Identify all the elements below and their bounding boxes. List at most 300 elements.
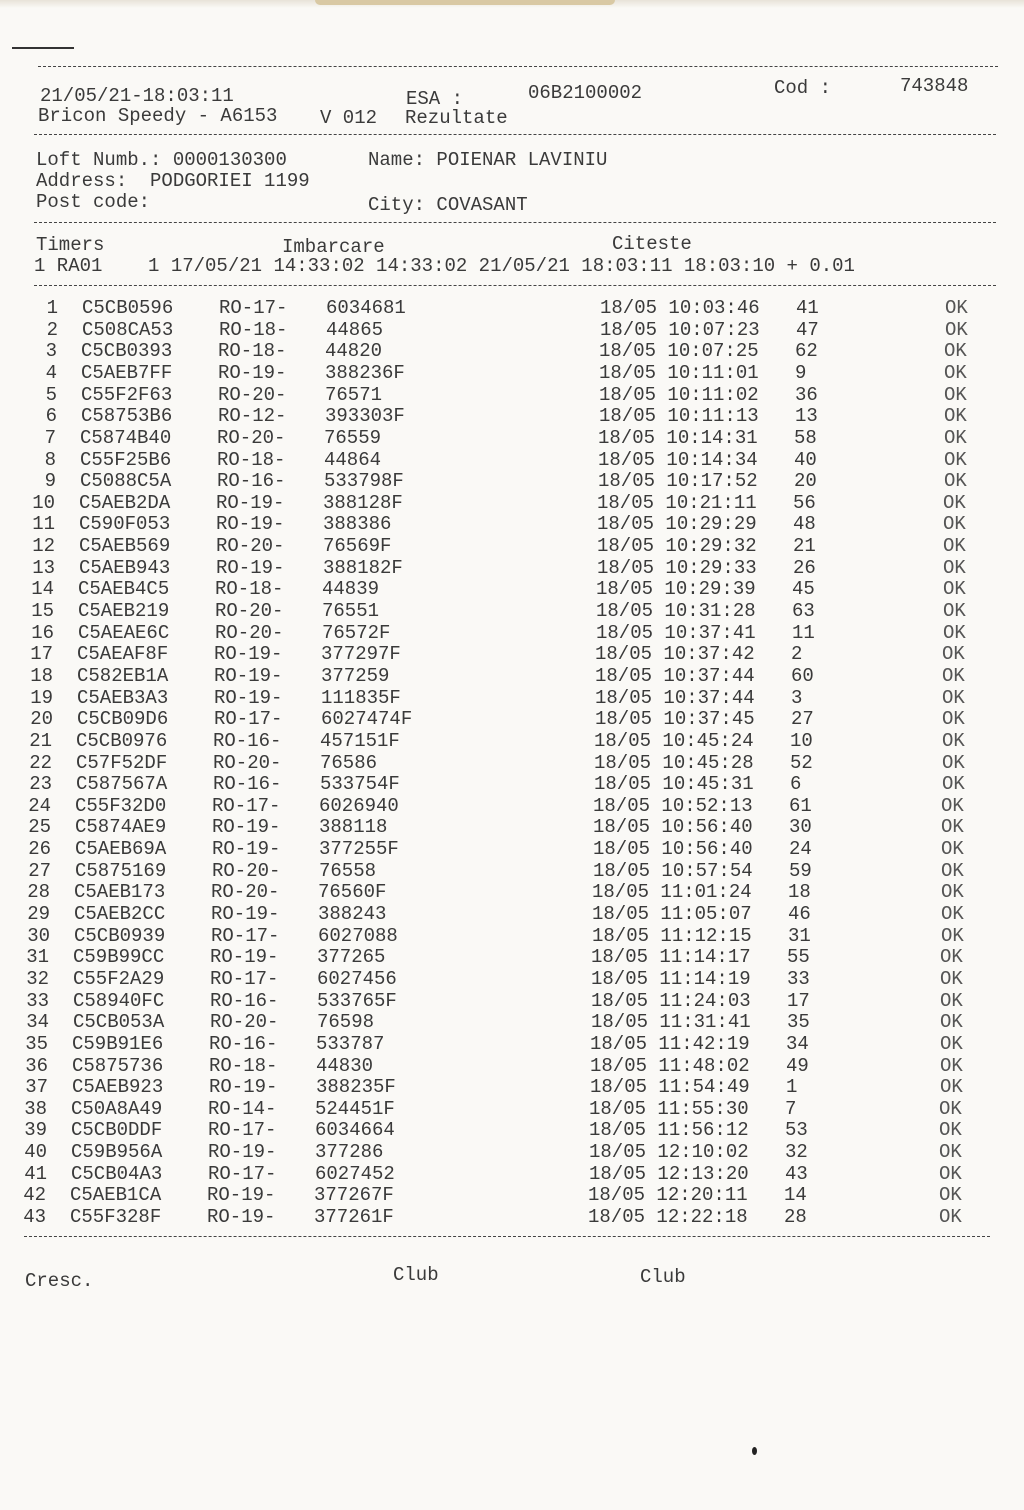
corner-mark (12, 47, 74, 49)
row-number: 20 (30, 708, 53, 731)
row-number: 21 (29, 729, 52, 752)
esa-label: ESA : (406, 88, 464, 110)
row-number: 41 (24, 1162, 47, 1185)
row-number: 31 (26, 946, 49, 969)
status-ok: OK (940, 989, 963, 1012)
row-number: 14 (31, 578, 54, 601)
position: 24 (789, 838, 812, 861)
position: 32 (785, 1141, 808, 1164)
chip-id: C5874B40 (80, 426, 172, 449)
ring-number: 377261F (314, 1206, 394, 1228)
arrival-time: 18/05 11:54:49 (590, 1076, 750, 1099)
row-number: 32 (26, 967, 49, 990)
status-ok: OK (942, 773, 965, 796)
arrival-time: 18/05 11:31:41 (591, 1011, 751, 1034)
chip-id: C5875736 (72, 1054, 164, 1077)
status-ok: OK (942, 708, 965, 731)
ring-number: 533787 (316, 1032, 385, 1055)
row-number: 39 (24, 1119, 47, 1142)
ring-number: 111835F (321, 686, 401, 709)
row-number: 17 (30, 643, 53, 666)
owner-address: Address: PODGORIEI 1199 (36, 170, 310, 192)
table-row (0, 579, 1024, 600)
ring-number: 44820 (325, 340, 383, 363)
ring-prefix: RO-19- (208, 1141, 277, 1164)
separator-top (38, 66, 998, 67)
status-ok: OK (943, 556, 966, 579)
position: 34 (786, 1032, 809, 1055)
ring-prefix: RO-20- (211, 881, 280, 904)
ring-number: 76569F (323, 535, 392, 558)
table-row (0, 753, 1024, 774)
ring-number: 76558 (319, 859, 377, 882)
table-row (0, 320, 1024, 341)
position: 33 (787, 967, 810, 990)
position: 43 (785, 1162, 808, 1185)
table-row (0, 1056, 1024, 1077)
section-title: Rezultate (405, 107, 508, 129)
arrival-time: 18/05 11:48:02 (590, 1054, 750, 1077)
status-ok: OK (943, 578, 966, 601)
status-ok: OK (943, 535, 966, 558)
position: 7 (785, 1097, 797, 1120)
ring-number: 377267F (314, 1184, 394, 1207)
status-ok: OK (939, 1097, 962, 1120)
status-ok: OK (940, 967, 963, 990)
ring-number: 76559 (324, 426, 382, 449)
status-ok: OK (944, 426, 967, 449)
arrival-time: 18/05 10:37:44 (595, 664, 755, 687)
chip-id: C5AEB1CA (70, 1184, 162, 1207)
table-row (0, 644, 1024, 665)
arrival-time: 18/05 10:14:31 (598, 426, 758, 449)
status-ok: OK (941, 816, 964, 839)
ring-prefix: RO-20- (215, 600, 284, 622)
row-number: 9 (44, 470, 56, 493)
ring-number: 393303F (325, 405, 405, 428)
chip-id: C55F2F63 (81, 383, 173, 406)
club-label-1: Club (393, 1264, 439, 1286)
arrival-time: 18/05 11:55:30 (589, 1097, 749, 1120)
ring-prefix: RO-17- (208, 1162, 277, 1185)
arrival-time: 18/05 10:29:33 (597, 556, 757, 579)
citeste-label: Citeste (612, 233, 692, 255)
table-row (0, 601, 1024, 622)
ring-number: 388236F (325, 361, 405, 384)
row-number: 30 (27, 924, 50, 947)
ring-number: 524451F (315, 1097, 395, 1120)
ring-prefix: RO-19- (210, 946, 279, 969)
ring-prefix: RO-17- (211, 924, 280, 947)
row-number: 7 (44, 426, 56, 449)
status-ok: OK (944, 405, 967, 428)
arrival-time: 18/05 10:45:24 (594, 729, 754, 752)
separator-bottom (24, 1236, 990, 1237)
arrival-time: 18/05 11:01:24 (592, 881, 752, 904)
chip-id: C55F25B6 (80, 448, 172, 471)
chip-id: C590F053 (79, 513, 171, 536)
ring-number: 377297F (321, 643, 401, 666)
chip-id: C59B99CC (73, 946, 165, 969)
status-ok: OK (939, 1141, 962, 1164)
table-row (0, 385, 1024, 406)
arrival-time: 18/05 10:56:40 (593, 816, 753, 839)
arrival-time: 18/05 10:17:52 (598, 470, 758, 493)
status-ok: OK (942, 664, 965, 687)
ring-prefix: RO-17- (210, 967, 279, 990)
table-row (0, 298, 1024, 319)
status-ok: OK (942, 643, 965, 666)
row-number: 10 (32, 491, 55, 514)
arrival-time: 18/05 10:11:02 (599, 383, 759, 406)
arrival-time: 18/05 10:31:28 (596, 600, 756, 622)
status-ok: OK (944, 448, 967, 471)
arrival-time: 18/05 12:22:18 (588, 1206, 748, 1228)
ring-number: 377259 (321, 664, 390, 687)
owner-city: City: COVASANT (368, 194, 528, 216)
ring-prefix: RO-20- (218, 383, 287, 406)
ring-prefix: RO-19- (216, 513, 285, 536)
chip-id: C59B956A (71, 1141, 163, 1164)
position: 3 (791, 686, 803, 709)
owner-name: Name: POIENAR LAVINIU (368, 149, 608, 171)
paper-tab (315, 0, 615, 5)
position: 28 (784, 1206, 807, 1228)
ring-prefix: RO-17- (219, 297, 288, 319)
chip-id: C5AEB943 (79, 556, 171, 579)
ring-prefix: RO-17- (208, 1119, 277, 1142)
ring-prefix: RO-17- (212, 794, 281, 817)
ring-number: 533754F (320, 773, 400, 796)
table-row (0, 1012, 1024, 1033)
ring-prefix: RO-20- (210, 1011, 279, 1034)
ring-number: 76598 (317, 1011, 375, 1034)
chip-id: C5AEB4C5 (78, 578, 170, 601)
table-row (0, 709, 1024, 730)
arrival-time: 18/05 10:37:45 (595, 708, 755, 731)
table-row (0, 406, 1024, 427)
ring-prefix: RO-17- (214, 708, 283, 731)
row-number: 16 (31, 621, 54, 644)
ring-prefix: RO-20- (212, 859, 281, 882)
position: 58 (794, 426, 817, 449)
table-row (0, 817, 1024, 838)
position: 47 (796, 318, 819, 341)
position: 30 (789, 816, 812, 839)
ring-number: 76586 (320, 751, 378, 774)
ring-prefix: RO-19- (211, 903, 280, 925)
status-ok: OK (941, 924, 964, 947)
loft-number: Loft Numb.: 0000130300 (36, 149, 287, 171)
chip-id: C5AEB569 (79, 535, 171, 558)
chip-id: C5AEB219 (78, 600, 170, 622)
position: 31 (788, 924, 811, 947)
status-ok: OK (940, 1076, 963, 1099)
arrival-time: 18/05 10:29:32 (597, 535, 757, 558)
table-row (0, 471, 1024, 492)
ring-prefix: RO-19- (207, 1206, 276, 1228)
position: 61 (789, 794, 812, 817)
arrival-time: 18/05 10:57:54 (593, 859, 753, 882)
position: 41 (796, 297, 819, 319)
table-row (0, 450, 1024, 471)
arrival-time: 18/05 12:20:11 (588, 1184, 748, 1207)
cod-label: Cod : (774, 77, 832, 99)
chip-id: C58753B6 (81, 405, 173, 428)
status-ok: OK (941, 838, 964, 861)
status-ok: OK (942, 729, 965, 752)
position: 63 (792, 600, 815, 622)
chip-id: C5AEB923 (72, 1076, 164, 1099)
ring-prefix: RO-16- (213, 729, 282, 752)
row-number: 19 (30, 686, 53, 709)
ring-number: 76551 (322, 600, 380, 622)
ring-prefix: RO-18- (217, 448, 286, 471)
table-row (0, 666, 1024, 687)
ring-number: 76560F (318, 881, 387, 904)
ring-number: 44839 (322, 578, 380, 601)
position: 55 (787, 946, 810, 969)
status-ok: OK (943, 513, 966, 536)
chip-id: C5CB0393 (81, 340, 173, 363)
arrival-time: 18/05 10:11:13 (599, 405, 759, 428)
table-row (0, 882, 1024, 903)
ring-number: 533798F (324, 470, 404, 493)
imbarcare-label: Imbarcare (282, 236, 385, 258)
ring-prefix: RO-14- (208, 1097, 277, 1120)
position: 35 (787, 1011, 810, 1034)
ring-prefix: RO-19- (212, 838, 281, 861)
chip-id: C5AEB173 (74, 881, 166, 904)
status-ok: OK (941, 794, 964, 817)
ring-number: 44864 (324, 448, 382, 471)
ring-number: 76572F (322, 621, 391, 644)
table-row (0, 1120, 1024, 1141)
ring-prefix: RO-12- (218, 405, 287, 428)
ring-prefix: RO-16- (217, 470, 286, 493)
ring-prefix: RO-19- (218, 361, 287, 384)
status-ok: OK (939, 1184, 962, 1207)
ring-prefix: RO-18- (219, 318, 288, 341)
separator-header (34, 134, 996, 135)
esa-value: 06B2100002 (528, 82, 643, 104)
position: 17 (787, 989, 810, 1012)
table-row (0, 991, 1024, 1012)
arrival-time: 18/05 10:21:11 (597, 491, 757, 514)
ring-number: 388128F (323, 491, 403, 514)
cresc-label: Cresc. (25, 1270, 94, 1292)
ring-number: 533765F (317, 989, 397, 1012)
ring-prefix: RO-19- (214, 664, 283, 687)
chip-id: C57F52DF (76, 751, 168, 774)
table-row (0, 1077, 1024, 1098)
post-code: Post code: (36, 191, 151, 213)
ring-prefix: RO-19- (214, 686, 283, 709)
position: 10 (790, 729, 813, 752)
row-number: 40 (24, 1141, 47, 1164)
ring-prefix: RO-19- (209, 1076, 278, 1099)
row-number: 28 (27, 881, 50, 904)
status-ok: OK (945, 297, 968, 319)
arrival-time: 18/05 10:37:44 (595, 686, 755, 709)
position: 18 (788, 881, 811, 904)
table-row (0, 536, 1024, 557)
arrival-time: 18/05 10:07:23 (600, 318, 760, 341)
row-number: 13 (32, 556, 55, 579)
table-row (0, 774, 1024, 795)
ring-prefix: RO-19- (212, 816, 281, 839)
table-row (0, 904, 1024, 925)
position: 48 (793, 513, 816, 536)
position: 26 (793, 556, 816, 579)
ring-number: 44865 (326, 318, 384, 341)
position: 14 (784, 1184, 807, 1207)
chip-id: C587567A (76, 773, 168, 796)
chip-id: C5AEAF8F (77, 643, 169, 666)
chip-id: C5CB0596 (82, 297, 174, 319)
row-number: 29 (27, 903, 50, 925)
table-row (0, 796, 1024, 817)
position: 1 (786, 1076, 798, 1099)
arrival-time: 18/05 11:14:19 (591, 967, 751, 990)
ring-number: 44830 (316, 1054, 374, 1077)
arrival-time: 18/05 10:52:13 (593, 794, 753, 817)
position: 53 (785, 1119, 808, 1142)
ring-number: 388386 (323, 513, 392, 536)
table-row (0, 514, 1024, 535)
ring-number: 377255F (319, 838, 399, 861)
arrival-time: 18/05 10:45:28 (594, 751, 754, 774)
ring-prefix: RO-16- (209, 1032, 278, 1055)
chip-id: C5CB0939 (74, 924, 166, 947)
row-number: 22 (29, 751, 52, 774)
table-row (0, 947, 1024, 968)
arrival-time: 18/05 10:56:40 (593, 838, 753, 861)
status-ok: OK (943, 491, 966, 514)
ring-number: 6027452 (315, 1162, 395, 1185)
position: 9 (795, 361, 807, 384)
ring-prefix: RO-18- (218, 340, 287, 363)
table-row (0, 688, 1024, 709)
position: 52 (790, 751, 813, 774)
chip-id: C508CA53 (82, 318, 174, 341)
chip-id: C55F32D0 (75, 794, 167, 817)
table-row (0, 1207, 1024, 1228)
status-ok: OK (943, 621, 966, 644)
position: 59 (789, 859, 812, 882)
ring-number: 377286 (315, 1141, 384, 1164)
arrival-time: 18/05 10:37:41 (596, 621, 756, 644)
arrival-time: 18/05 11:14:17 (591, 946, 751, 969)
ring-prefix: RO-19- (207, 1184, 276, 1207)
table-row (0, 493, 1024, 514)
chip-id: C5CB04A3 (71, 1162, 163, 1185)
status-ok: OK (944, 361, 967, 384)
row-number: 2 (46, 318, 58, 341)
ring-number: 6027456 (317, 967, 397, 990)
table-row (0, 839, 1024, 860)
row-number: 12 (32, 535, 55, 558)
ring-prefix: RO-20- (213, 751, 282, 774)
position: 36 (795, 383, 818, 406)
row-number: 18 (30, 664, 53, 687)
table-row (0, 1099, 1024, 1120)
chip-id: C5AEB3A3 (77, 686, 169, 709)
chip-id: C582EB1A (77, 664, 169, 687)
arrival-time: 18/05 12:10:02 (589, 1141, 749, 1164)
status-ok: OK (944, 383, 967, 406)
arrival-time: 18/05 11:56:12 (589, 1119, 749, 1142)
table-row (0, 1142, 1024, 1163)
chip-id: C59B91E6 (72, 1032, 164, 1055)
chip-id: C5875169 (75, 859, 167, 882)
table-row (0, 861, 1024, 882)
arrival-time: 18/05 11:24:03 (591, 989, 751, 1012)
status-ok: OK (939, 1119, 962, 1142)
arrival-time: 18/05 10:29:39 (596, 578, 756, 601)
row-number: 1 (46, 297, 58, 319)
chip-id: C5CB0DDF (71, 1119, 163, 1142)
ring-prefix: RO-20- (217, 426, 286, 449)
ring-prefix: RO-19- (216, 491, 285, 514)
status-ok: OK (939, 1162, 962, 1185)
table-row (0, 1034, 1024, 1055)
ring-prefix: RO-18- (209, 1054, 278, 1077)
club-label-2: Club (640, 1266, 686, 1288)
status-ok: OK (942, 751, 965, 774)
ring-number: 6027474F (321, 708, 413, 731)
ring-number: 76571 (325, 383, 383, 406)
ring-prefix: RO-16- (210, 989, 279, 1012)
ring-prefix: RO-19- (216, 556, 285, 579)
chip-id: C5AEB69A (75, 838, 167, 861)
row-number: 25 (28, 816, 51, 839)
position: 56 (793, 491, 816, 514)
row-number: 5 (45, 383, 57, 406)
arrival-time: 18/05 10:37:42 (595, 643, 755, 666)
row-number: 37 (25, 1076, 48, 1099)
row-number: 34 (26, 1011, 49, 1034)
chip-id: C5AEAE6C (78, 621, 170, 644)
row-number: 33 (26, 989, 49, 1012)
status-ok: OK (944, 470, 967, 493)
table-row (0, 731, 1024, 752)
row-number: 26 (28, 838, 51, 861)
chip-id: C55F2A29 (73, 967, 165, 990)
ring-prefix: RO-18- (215, 578, 284, 601)
position: 6 (790, 773, 802, 796)
device-version: V 012 (320, 107, 378, 129)
ring-number: 457151F (320, 729, 400, 752)
separator-timers (34, 285, 996, 286)
position: 45 (792, 578, 815, 601)
position: 46 (788, 903, 811, 925)
position: 11 (792, 621, 815, 644)
status-ok: OK (942, 686, 965, 709)
position: 13 (795, 405, 818, 428)
table-row (0, 1164, 1024, 1185)
table-row (0, 363, 1024, 384)
ink-speck (752, 1447, 757, 1455)
row-number: 3 (45, 340, 57, 363)
status-ok: OK (944, 340, 967, 363)
arrival-time: 18/05 11:05:07 (592, 903, 752, 925)
chip-id: C5CB09D6 (77, 708, 169, 731)
row-number: 27 (28, 859, 51, 882)
chip-id: C5CB053A (73, 1011, 165, 1034)
status-ok: OK (941, 859, 964, 882)
status-ok: OK (940, 946, 963, 969)
